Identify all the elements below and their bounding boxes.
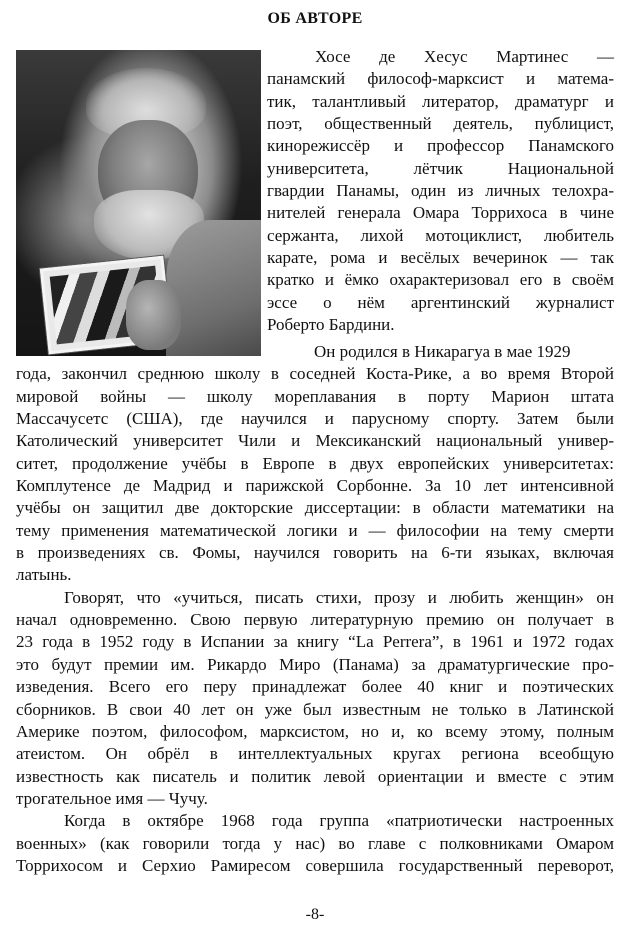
text-line: латынь. (16, 565, 72, 585)
text-line: Массачусетс (США), где научился и парусному спорту. Затем были (16, 409, 614, 429)
text-line: поэт, общественный деятель, публицист, (267, 114, 614, 134)
text-line: кратко и ёмко охарактеризовал его в своём (267, 270, 614, 290)
text-line: гвардии Панамы, один из личных телохра- (267, 181, 614, 201)
text-line: университета, лётчик Национальной (267, 158, 614, 178)
text-line: ситет, продолжение учёбы в Европе в двух европейских университетах: (16, 453, 614, 473)
text-line: тему применения математической логики и — философии на тему смерти (16, 520, 614, 540)
text-line: учёбы он защитил две докторские диссертации: в области математики на (16, 498, 614, 518)
text-line: Торрихосом и Серхио Рамиресом совершила государственный переворот, (16, 855, 614, 875)
photo-shoulder (166, 220, 261, 356)
text-line: сборников. В свои 40 лет он уже был известным не только в Латинской (16, 699, 614, 719)
text-line: Он родился в Никарагуа в мае 1929 (314, 342, 571, 361)
text-line: кинорежиссёр и профессор Панамского (267, 136, 614, 156)
text-line: тик, талантливый литератор, драматург и (267, 91, 614, 111)
text-line: 23 года в 1952 году в Испании за книгу “La Perrera”, в 1961 и 1972 годах (16, 632, 614, 652)
text-line: изведения. Всего его перу принадлежат более 40 книг и поэтических (16, 677, 614, 697)
text-line: карате, рома и весёлых вечеринок — так (267, 248, 614, 268)
text-line: Роберто Бардини. (267, 315, 395, 335)
text-line: в произведениях св. Фомы, научился говорить на 6-ти языках, включая (16, 543, 614, 563)
wrapped-text-block (267, 46, 614, 336)
text-line: Католический университет Чили и Мексиканский национальный универ- (16, 431, 614, 451)
full-width-text-block (16, 341, 614, 877)
page-title: ОБ АВТОРЕ (267, 10, 363, 27)
book-page (16, 0, 614, 940)
text-line: сержанта, лихой мотоциклист, любитель (267, 225, 614, 245)
text-line: известность как писатель и политик левой ориентации и вместе с этим (16, 766, 614, 786)
text-line: Когда в октябре 1968 года группа «патриотически настроенных (64, 811, 614, 831)
text-line: трогательное имя — Чучу. (16, 788, 208, 808)
text-line: атеистом. Он обрёл в интеллектуальных кругах региона всеобщую (16, 744, 614, 764)
author-photo (16, 50, 261, 356)
text-line: мировой войны — школу мореплавания в порту Марион штата (16, 386, 614, 406)
text-line: панамский философ-марксист и матема- (267, 69, 614, 89)
text-line: Америке поэтом, философом, марксистом, но и, ко всему этому, полным (16, 721, 614, 741)
text-line: Говорят, что «учиться, писать стихи, прозу и любить женщин» он (64, 587, 614, 607)
photo-hand (126, 280, 181, 350)
page-number: -8- (305, 906, 325, 923)
text-line: нителей генерала Омара Торрихоса в чине (267, 203, 614, 223)
text-line: Хосе де Хесус Мартинес — (315, 47, 614, 66)
text-line: года, закончил среднюю школу в соседней Коста-Рике, а во время Второй (16, 364, 614, 384)
text-line: эссе о нём аргентинский журналист (267, 292, 614, 312)
text-line: это будут премии им. Рикардо Миро (Панама) за драматургические про- (16, 654, 614, 674)
text-line: начал одновременно. Свою первую литературную премию он получает в (16, 610, 614, 630)
text-line: Комплутенсе де Мадрид и парижской Сорбонне. За 10 лет интенсивной (16, 476, 614, 496)
text-line: военных» (как говорили тогда у нас) во главе с полковниками Омаром (16, 833, 614, 853)
